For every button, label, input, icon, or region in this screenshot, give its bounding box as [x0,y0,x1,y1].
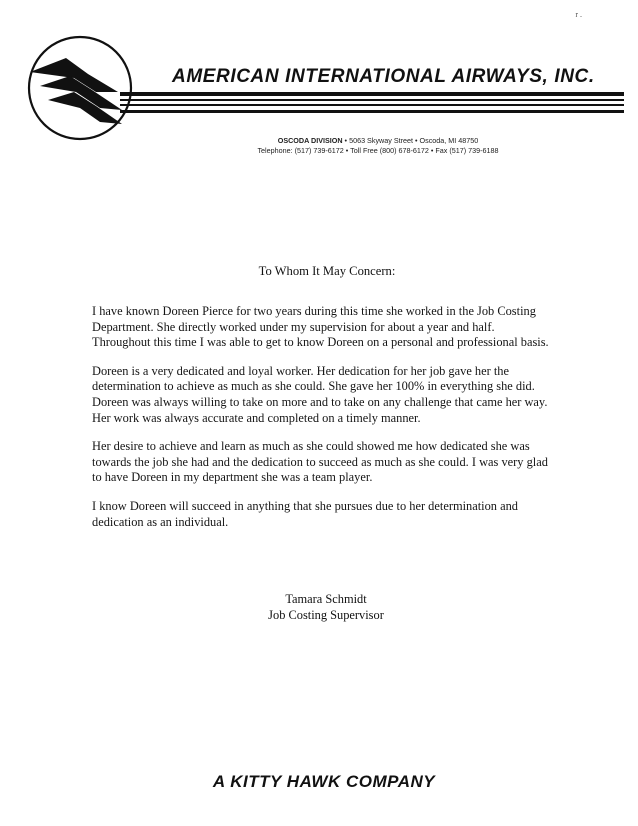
airline-logo-icon [26,34,134,142]
body-paragraph: Doreen is a very dedicated and loyal worker. Her dedication for her job gave her the determination to achieve as much as she could. She gave her 100% in everything she did. Doreen was always willing to take on more and to take on any challenge that came her way. Her work was always accurate and completed on a timely manner. [92,363,548,425]
address-text: • 5063 Skyway Street • Oscoda, MI 48750 [342,136,479,145]
footer-tagline: A KITTY HAWK COMPANY [212,772,436,791]
company-name: AMERICAN INTERNATIONAL AIRWAYS, INC. [172,66,595,87]
header-rule [120,110,624,113]
scan-mark: r . [575,10,582,19]
header-rule [120,104,624,106]
body-paragraph: I know Doreen will succeed in anything that she pursues due to her determination and dedication as an individual. [92,498,518,529]
signer-title: Job Costing Supervisor [268,607,384,622]
signature-block [0,592,638,623]
body-paragraph: I have known Doreen Pierce for two years during this time she worked in the Job Costing Department. She directly worked under my supervision for about a year and half. Throughout this time I was able to get to know Doreen on a personal and professional basis. [92,304,549,350]
division-address [0,136,638,145]
header-rule [120,99,624,101]
contact-line: Telephone: (517) 739-6172 • Toll Free (800) 678-6172 • Fax (517) 739-6188 [257,146,499,155]
header-rule [120,92,624,96]
letter-body [92,304,552,543]
signer-name: Tamara Schmidt [285,592,367,606]
salutation: To Whom It May Concern: [258,264,396,278]
body-paragraph: Her desire to achieve and learn as much as she could showed me how dedicated she was towards the job she had and the dedication to succeed as much as she could. I was very glad to have Doreen in my department she was a team player. [92,439,548,485]
division-label: OSCODA DIVISION [277,136,343,145]
